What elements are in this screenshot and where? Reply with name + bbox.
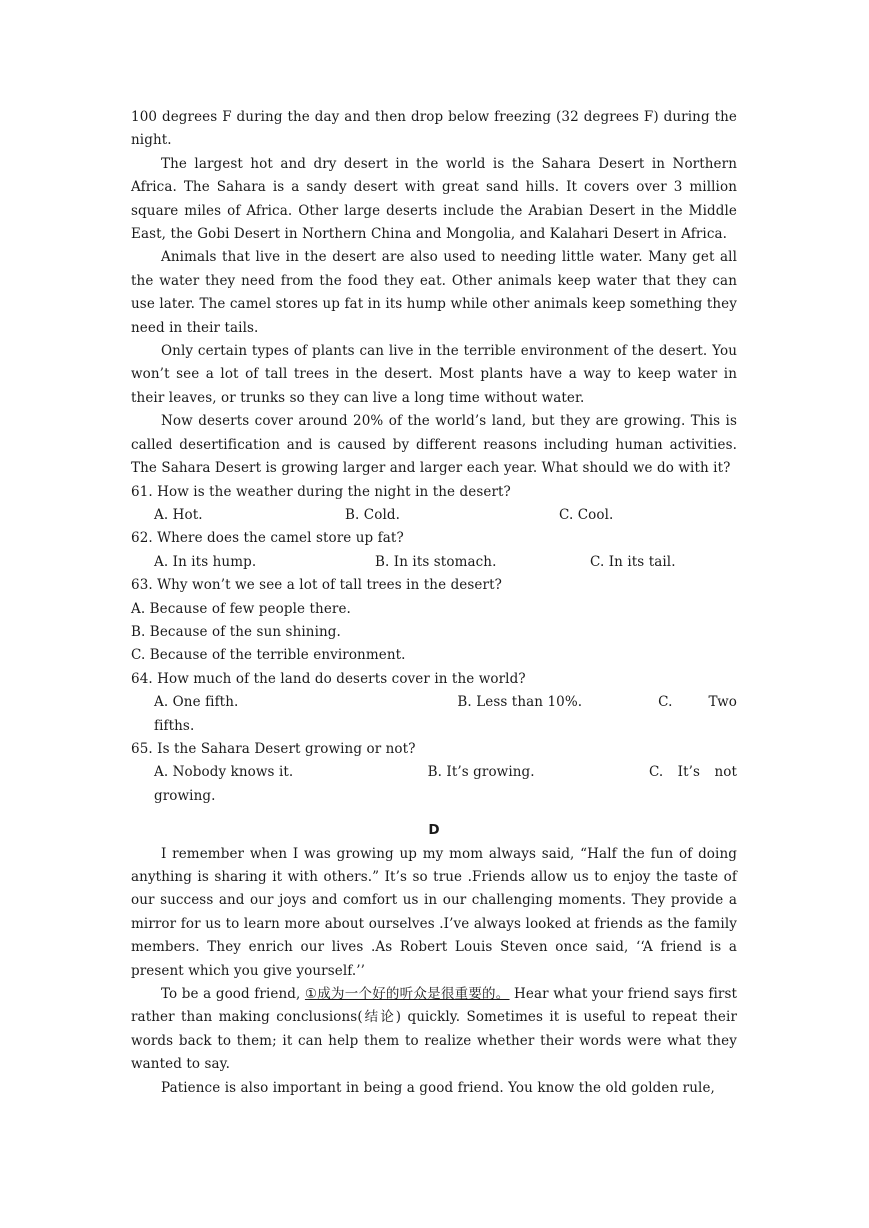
passage-c-paragraph-1: The largest hot and dry desert in the world is the Sahara Desert in Northern Africa. The Sahara is a sandy desert with great sand hills. It covers over 3 million square miles of Africa. Other large deserts include the Arabian Desert in the Middle East, the Gobi Desert in Northern China and Mongolia, and Kalahari Desert in Africa.: [131, 155, 737, 243]
question-64-option-b: B. Less than 10%.: [457, 694, 583, 711]
question-64-option-a: A. One fifth.: [154, 694, 239, 711]
question-61-options: [154, 504, 737, 527]
question-63-option-c: C. Because of the terrible environment.: [131, 647, 406, 664]
question-61-option-b: B. Cold.: [345, 506, 401, 523]
question-62: 62. Where does the camel store up fat?: [131, 530, 404, 547]
passage-c-paragraph-3: Only certain types of plants can live in the terrible environment of the desert. You won’t see a lot of tall trees in the desert. Most plants have a way to keep water in their leaves, or trunks so they can live a long time without water.: [131, 343, 737, 406]
question-63: 63. Why won’t we see a lot of tall trees in the desert?: [131, 577, 502, 594]
question-64-option-c-letter: C.: [658, 694, 673, 711]
question-65-option-a: A. Nobody knows it.: [154, 764, 294, 781]
passage-c-paragraph-2: Animals that live in the desert are also used to needing little water. Many get all the water they need from the food they eat. Other animals keep water that they can use later. The camel stores up fat in its hump while other animals keep something they need in their tails.: [131, 249, 737, 336]
question-61: 61. How is the weather during the night in the desert?: [131, 483, 511, 500]
question-61-option-a: A. Hot.: [154, 506, 203, 523]
question-62-option-a: A. In its hump.: [154, 553, 257, 570]
question-63-option-a: A. Because of few people there.: [131, 600, 351, 617]
question-63-option-b: B. Because of the sun shining.: [131, 623, 341, 640]
question-64: 64. How much of the land do deserts cover in the world?: [131, 670, 526, 687]
passage-d-paragraph-2-end: Hear what your friend says first rather than making conclusions(结论) quickly. Sometimes it is useful to repeat their words back to them; it can help them to realize whether their words were what they wanted to say.: [131, 986, 738, 1073]
question-65-option-c: C. It’s not: [648, 764, 737, 781]
section-d-heading: D: [428, 822, 440, 839]
question-62-option-b: B. In its stomach.: [375, 553, 497, 570]
passage-d-paragraph-2: [131, 983, 737, 1077]
document-content: [131, 106, 737, 1100]
question-61-option-c: C. Cool.: [559, 506, 614, 523]
passage-c-paragraph-0: 100 degrees F during the day and then drop below freezing (32 degrees F) during the night.: [131, 109, 737, 149]
question-65-option-b: B. It’s growing.: [427, 764, 535, 781]
underlined-translation-sentence: ①成为一个好的听众是很重要的。: [304, 986, 510, 1002]
passage-d-paragraph-1: I remember when I was growing up my mom always said, “Half the fun of doing anything is sharing it with others.” It’s so true .Friends allow us to enjoy the taste of our success and our joys and comfort us in our challenging moments. They provide a mirror for us to learn more about ourselves .I’ve always looked at friends as the family members. They enrich our lives .As Robert Louis Steven once said, ‘‘A friend is a present which you give yourself.’’: [131, 845, 737, 979]
question-62-option-c: C. In its tail.: [590, 553, 676, 570]
question-65: 65. Is the Sahara Desert growing or not?: [131, 740, 416, 757]
question-65-options: [154, 761, 737, 808]
passage-c-paragraph-4: Now deserts cover around 20% of the world’s land, but they are growing. This is called desertification and is caused by different reasons including human activities. The Sahara Desert is growing larger and larger each year. What should we do with it?: [131, 413, 737, 477]
question-64-option-c-continued: fifths.: [154, 717, 195, 734]
question-62-options: [154, 551, 737, 574]
passage-d-paragraph-2-start: To be a good friend,: [161, 986, 305, 1002]
passage-d-paragraph-3: Patience is also important in being a good friend. You know the old golden rule,: [161, 1079, 715, 1096]
question-64-option-c-text: Two: [708, 694, 737, 711]
question-65-option-c-continued: growing.: [154, 787, 216, 804]
question-64-options: [154, 691, 737, 738]
